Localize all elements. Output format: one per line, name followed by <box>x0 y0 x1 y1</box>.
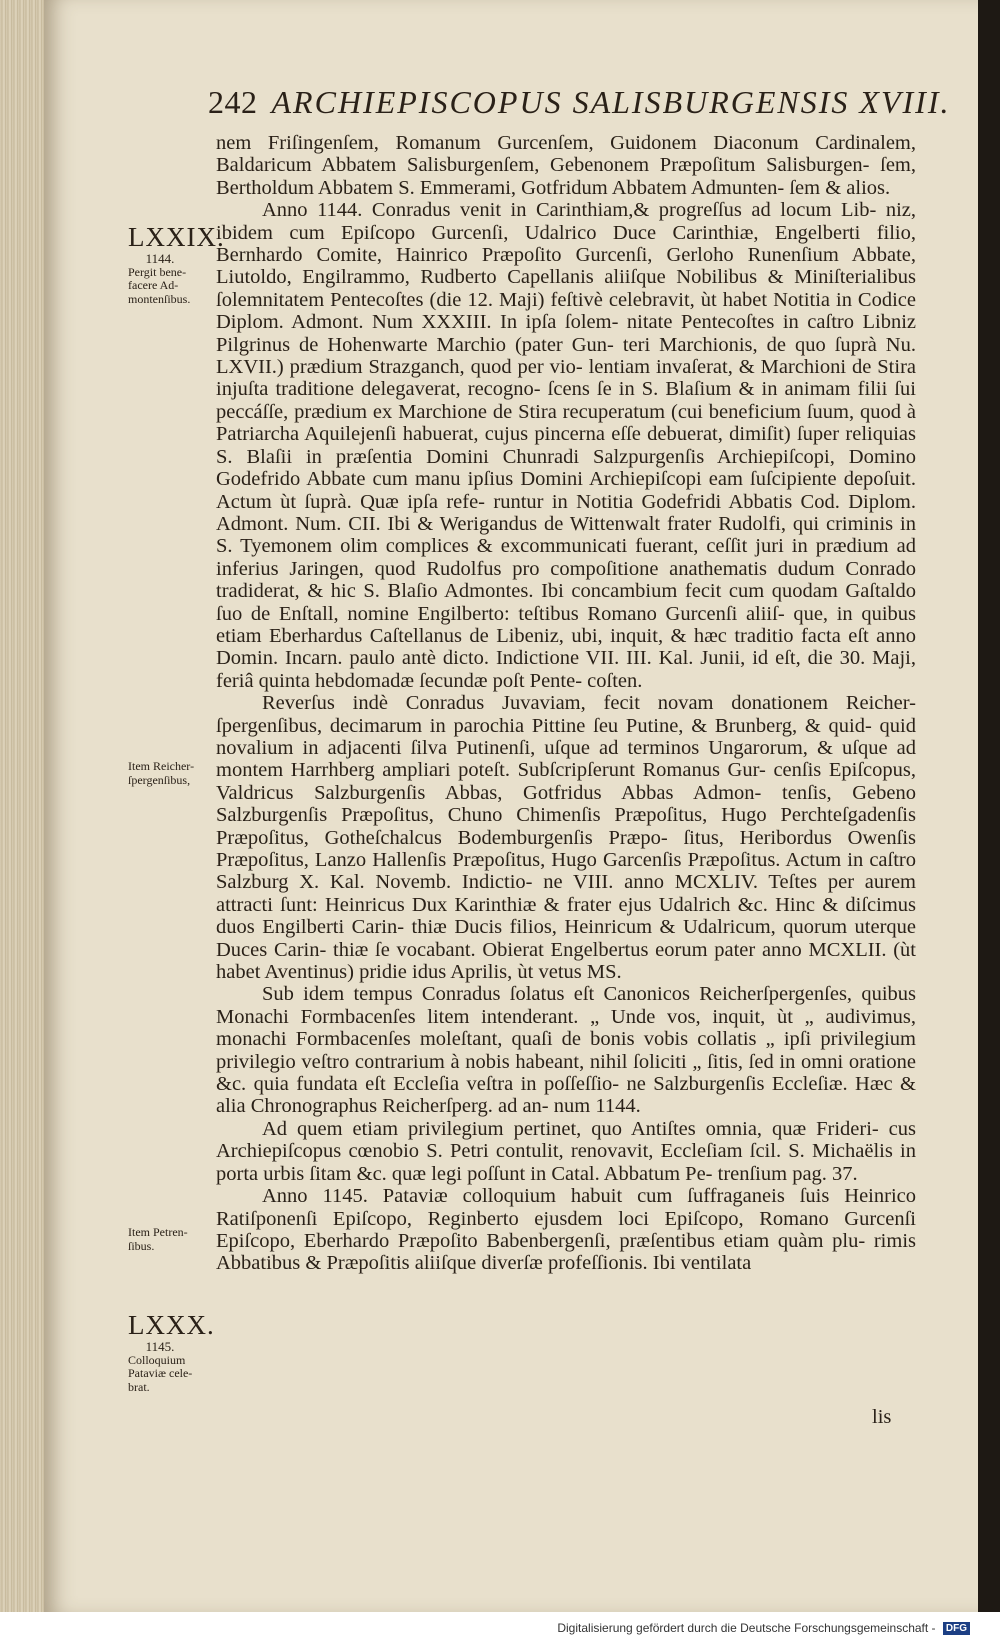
margin-note <box>128 1226 212 1253</box>
margin-note-year: 1145. <box>145 1339 175 1354</box>
paragraph: Reverſus indè Conradus Juvaviam, fecit novam donationem Reicher- ſpergenſibus, decimarum in parochia Pittine ſeu Putine, & Brunberg, & quid- quid novalium in adjacenti ſilva Putinenſi, uſque ad terminos Ungarorum, & uſque ad montem Harrhberg ampliari poteſt. Subſcripſerunt Romanus Gur- cenſis Epiſcopus, Valdricus Salzburgenſis Abbas, Gotfridus Abbas Admon- tenſis, Gebeno Salzburgenſis Præpoſitus, Chuno Chimenſis Præpoſitus, Hugo Perchteſgadenſis Præpoſitus, Gotheſchalcus Bodemburgenſis Præpo- ſitus, Heribordus Owenſis Præpoſitus, Lanzo Hallenſis Præpoſitus, Hugo Garcenſis Præpoſitus. Actum in caſtro Salzburg X. Kal. Novemb. Indictio- ne VIII. anno MCXLIV. Teſtes per aurem attracti ſunt: Heinricus Dux Karinthiæ & frater ejus Udalrich &c. Hinc & diſcimus duos Engilberti Carin- thiæ Ducis filios, Heinricum & Udalricum, quorum uterque Duces Carin- thiæ ſe vocabant. Obierat Engelbertus eorum pater anno MCXLII. (ùt habet Aventinus) pridie idus Aprilis, ùt vetus MS. <box>216 692 916 984</box>
paragraph: Anno 1145. Pataviæ colloquium habuit cum ſuffraganeis ſuis Heinrico Ratiſponenſi Epiſcopo, Reginberto ejusdem loci Epiſcopo, Romano Gurcenſi Epiſcopo, Eberhardo Præpoſito Babenbergenſi, præſentibus etiam quàm plu- rimis Abbatibus & Præpoſitis aliiſque diverſæ profeſſionis. Ibi ventilata <box>216 1185 916 1275</box>
page-right-shadow <box>978 0 1000 1612</box>
paragraph: Sub idem tempus Conradus ſolatus eſt Canonicos Reicherſpergenſes, quibus Monachi Formbacenſes litem intenderant. „ Unde vos, inquit, ùt „ audivimus, monachi Formbacenſes moleſtant, quaſi de bonis vobis collatis „ ipſi privilegium privilegio veſtro contrarium à nobis habeant, nihil ſoliciti „ ſitis, ſed in omni oratione &c. quia fundata eſt Eccleſia veſtra in poſſeſſio- ne Salzburgenſis Eccleſiæ. Hæc & alia Chronographus Reicherſperg. ad an- num 1144. <box>216 983 916 1118</box>
paragraph: Anno 1144. Conradus venit in Carinthiam,& progreſſus ad locum Lib- niz, ibidem cum Epiſcopo Gurcenſi, Udalrico Duce Carinthiæ, Engelberti filio, Bernhardo Comite, Hainrico Præpoſito Gurcenſi, Gerloho Runenſium Abbate, Liutoldo, Engilrammo, Rudberto Capellanis aliiſque Nobilibus & Miniſterialibus ſolemnitatem Pentecoſtes (die 12. Maji) feſtivè celebravit, ùt habet Notitia in Codice Diplom. Admont. Num XXXIII. In ipſa ſolem- nitate Pentecoſtes in caſtro Libniz Pilgrinus de Hohenwarte Marchio (pater Gun- teri Marchionis, de quo ſuprà Nu. LXVII.) prædium Strazganch, quod per vio- lentiam invaſerat, & Marchioni de Stira injuſta traditione delegaverat, recogno- ſcens ſe in S. Blaſium & in animam filii ſui peccáſſe, prædium ex Marchione de Stira recuperatum (cui beneficium ſuum, quod à Patriarcha Aquilejenſi habuerat, cujus pincerna eſſe debuerat, dimiſit) ſuper reliquias S. Blaſii in præſentia Domini Chunradi Salzpurgenſis Archiepiſcopi, Domino Godefrido Abbate cum manu ipſius Domini Archiepiſcopi eam ſuſcipiente depoſuit. Actum ùt ſuprà. Quæ ipſa refe- runtur in Notitia Godefridi Abbatis Cod. Diplom. Admont. Num. CII. Ibi & Werigandus de Wittenwalt frater Rudolfi, qui criminis in S. Tyemonem olim complices & excommunicati fuerant, ceſſit juri in prædium ad inferius Jaringen, quod Rudolfus pro compoſitione anathematis dudum Conrado tradiderat, & hic S. Blaſio Admontes. Ibi concambium fecit cum quodam Gaſtaldo ſuo de Enſtall, nomine Engilberto: teſtibus Romano Gurcenſi aliiſ- que, in quibus etiam Eberhardus Caſtellanus de Libeniz, ubi, inquit, & hæc traditio facta eſt anno Domin. Incarn. paulo antè dicto. Indictione VII. III. Kal. Junii, id eſt, die 30. Maji, feriâ quinta hebdomadæ ſecundæ poſt Pente- coſten. <box>216 199 916 692</box>
footer-credit-text: Digitalisierung gefördert durch die Deutsche Forschungsgemeinschaft - <box>557 1621 936 1635</box>
margin-note-text: Item Petren- ſibus. <box>128 1225 188 1253</box>
margin-note <box>128 1310 215 1394</box>
footer-credit <box>557 1621 970 1635</box>
paragraph: nem Friſingenſem, Romanum Gurcenſem, Guidonem Diaconum Cardinalem, Baldaricum Abbatem Salisburgenſem, Gebenonem Præpoſitum Salisburgen- ſem, Bertholdum Abbatem S. Emmerami, Gotfridum Abbatem Admunten- ſem & alios. <box>216 132 916 199</box>
paragraph: Ad quem etiam privilegium pertinet, quo Antiſtes omnia, quæ Frideri- cus Archiepiſcopus cœnobio S. Petri contulit, renovavit, Eccleſiam ſcil. S. Michaëlis in porta urbis ſitam &c. quæ legi poſſunt in Catal. Abbatum Pe- trenſium pag. 37. <box>216 1117 916 1185</box>
catchword: lis <box>872 1406 892 1428</box>
body-text <box>216 132 916 1275</box>
book-page-edges <box>0 0 48 1612</box>
margin-note-text: Pergit bene- facere Ad- montenſibus. <box>128 264 191 306</box>
margin-note-roman: LXXIX. <box>128 222 225 252</box>
running-title: ARCHIEPISCOPUS SALISBURGENSIS XVIII. <box>271 84 951 120</box>
margin-note <box>128 222 225 306</box>
footer-bar <box>0 1612 1000 1644</box>
margin-note-text: Colloquium Pataviæ cele- brat. <box>128 1352 193 1394</box>
margin-note <box>128 760 212 787</box>
margin-note-roman: LXXX. <box>128 1310 215 1340</box>
page-number: 242 <box>208 84 258 120</box>
running-header <box>208 84 951 128</box>
margin-note-year: 1144. <box>145 251 175 266</box>
dfg-logo: DFG <box>943 1622 970 1635</box>
margin-note-text: Item Reicher- ſpergenſibus, <box>128 759 195 787</box>
